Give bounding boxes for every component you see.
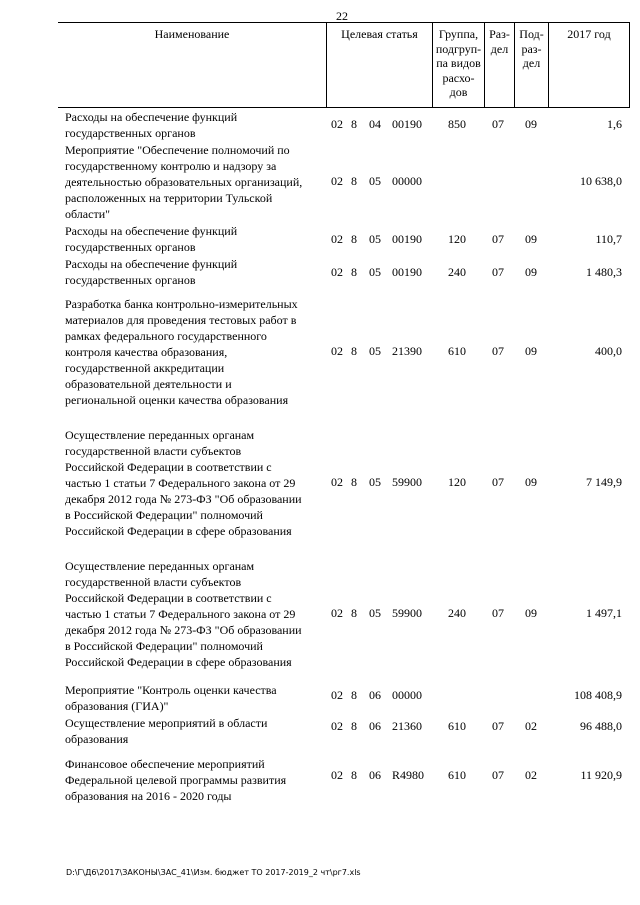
row-code-main: 06 bbox=[369, 768, 381, 782]
row-code-sub: 8 bbox=[351, 475, 357, 489]
row-code-main: 05 bbox=[369, 232, 381, 246]
row-group: 240 bbox=[448, 265, 466, 279]
row-code-direction: 59900 bbox=[392, 606, 422, 620]
row-name: Мероприятие "Контроль оценки качества образования (ГИА)" bbox=[65, 683, 277, 713]
row-code-direction: 00000 bbox=[392, 174, 422, 188]
row-name: Мероприятие "Обеспечение полномочий по государственному контролю и надзору за деятельностью образовательных организаций, расположенных на территории Тульской области" bbox=[65, 143, 303, 221]
row-code-sub: 8 bbox=[351, 117, 357, 131]
row-name: Расходы на обеспечение функций государственных органов bbox=[65, 224, 238, 254]
row-name: Расходы на обеспечение функций государственных органов bbox=[65, 110, 238, 140]
row-code-program: 02 bbox=[331, 117, 343, 131]
row-code-main: 05 bbox=[369, 475, 381, 489]
row-subsection: 09 bbox=[525, 265, 537, 279]
page-number: 22 bbox=[336, 9, 348, 23]
row-code-direction: 59900 bbox=[392, 475, 422, 489]
row-section: 07 bbox=[492, 232, 504, 246]
row-name: Осуществление переданных органам государственной власти субъектов Российской Федерации в соответствии с частью 1 статьи 7 Федерального закона от 29 декабря 2012 года № 273-ФЗ "Об образовании в Российской Федерации" полномочий Российской Федерации в сфере образования bbox=[65, 559, 302, 669]
row-amount: 400,0 bbox=[595, 344, 622, 358]
table-header bbox=[58, 22, 630, 108]
header-subsection: Под- раз- дел bbox=[514, 23, 548, 107]
row-code-direction: R4980 bbox=[392, 768, 425, 782]
row-amount: 10 638,0 bbox=[580, 174, 622, 188]
row-code-sub: 8 bbox=[351, 688, 357, 702]
row-section: 07 bbox=[492, 606, 504, 620]
row-code-program: 02 bbox=[331, 688, 343, 702]
row-name: Разработка банка контрольно-измерительных материалов для проведения тестовых работ в рамках федерального государственного контроля качества образования, государственной аккредитации образовательной деятельности и региональной оценки качества образования bbox=[65, 297, 298, 407]
row-group: 610 bbox=[448, 719, 466, 733]
row-code-program: 02 bbox=[331, 475, 343, 489]
row-group: 240 bbox=[448, 606, 466, 620]
row-name: Финансовое обеспечение мероприятий Федеральной целевой программы развития образования на 2016 - 2020 годы bbox=[65, 757, 287, 803]
row-code-sub: 8 bbox=[351, 232, 357, 246]
row-name: Осуществление мероприятий в области образования bbox=[65, 716, 268, 746]
row-code-sub: 8 bbox=[351, 768, 357, 782]
row-code-program: 02 bbox=[331, 344, 343, 358]
row-code-main: 04 bbox=[369, 117, 381, 131]
row-amount: 1,6 bbox=[607, 117, 622, 131]
row-code-direction: 00190 bbox=[392, 117, 422, 131]
row-code-main: 06 bbox=[369, 719, 381, 733]
row-amount: 108 408,9 bbox=[574, 688, 622, 702]
row-amount: 1 497,1 bbox=[586, 606, 622, 620]
row-code-main: 05 bbox=[369, 265, 381, 279]
row-code-direction: 21360 bbox=[392, 719, 422, 733]
row-section: 07 bbox=[492, 475, 504, 489]
row-code-program: 02 bbox=[331, 768, 343, 782]
header-name: Наименование bbox=[154, 27, 230, 41]
row-group: 850 bbox=[448, 117, 466, 131]
row-code-main: 05 bbox=[369, 344, 381, 358]
row-group: 610 bbox=[448, 344, 466, 358]
row-code-program: 02 bbox=[331, 232, 343, 246]
row-section: 07 bbox=[492, 719, 504, 733]
row-subsection: 09 bbox=[525, 232, 537, 246]
row-amount: 7 149,9 bbox=[586, 475, 622, 489]
row-code-direction: 00190 bbox=[392, 232, 422, 246]
row-code-program: 02 bbox=[331, 719, 343, 733]
row-code-program: 02 bbox=[331, 174, 343, 188]
row-amount: 110,7 bbox=[595, 232, 622, 246]
row-subsection: 09 bbox=[525, 606, 537, 620]
row-section: 07 bbox=[492, 768, 504, 782]
row-code-main: 06 bbox=[369, 688, 381, 702]
row-group: 120 bbox=[448, 232, 466, 246]
row-name: Осуществление переданных органам государственной власти субъектов Российской Федерации в соответствии с частью 1 статьи 7 Федерального закона от 29 декабря 2012 года № 273-ФЗ "Об образовании в Российской Федерации" полномочий Российской Федерации в сфере образования bbox=[65, 428, 302, 538]
row-section: 07 bbox=[492, 265, 504, 279]
row-section: 07 bbox=[492, 344, 504, 358]
row-group: 120 bbox=[448, 475, 466, 489]
row-code-program: 02 bbox=[331, 606, 343, 620]
row-code-direction: 21390 bbox=[392, 344, 422, 358]
row-code-sub: 8 bbox=[351, 265, 357, 279]
header-target: Целевая статья bbox=[326, 23, 432, 107]
row-group: 610 bbox=[448, 768, 466, 782]
row-code-sub: 8 bbox=[351, 719, 357, 733]
row-amount: 1 480,3 bbox=[586, 265, 622, 279]
row-code-sub: 8 bbox=[351, 174, 357, 188]
header-section: Раз- дел bbox=[484, 23, 514, 107]
row-code-direction: 00000 bbox=[392, 688, 422, 702]
row-code-main: 05 bbox=[369, 174, 381, 188]
row-section: 07 bbox=[492, 117, 504, 131]
row-amount: 96 488,0 bbox=[580, 719, 622, 733]
row-subsection: 02 bbox=[525, 768, 537, 782]
row-code-direction: 00190 bbox=[392, 265, 422, 279]
row-name: Расходы на обеспечение функций государственных органов bbox=[65, 257, 238, 287]
row-subsection: 09 bbox=[525, 475, 537, 489]
header-year: 2017 год bbox=[548, 23, 630, 107]
row-code-sub: 8 bbox=[351, 606, 357, 620]
row-subsection: 09 bbox=[525, 117, 537, 131]
row-code-program: 02 bbox=[331, 265, 343, 279]
row-subsection: 09 bbox=[525, 344, 537, 358]
row-code-main: 05 bbox=[369, 606, 381, 620]
header-group: Группа, подгруп- па видов расхо- дов bbox=[432, 23, 484, 107]
row-subsection: 02 bbox=[525, 719, 537, 733]
row-code-sub: 8 bbox=[351, 344, 357, 358]
row-amount: 11 920,9 bbox=[580, 768, 622, 782]
file-path-footer: D:\Г\Д6\2017\ЗАКОНЫ\ЗАС_41\Изм. бюджет ТО 2017-2019_2 чт\рг7.xls bbox=[66, 868, 361, 877]
